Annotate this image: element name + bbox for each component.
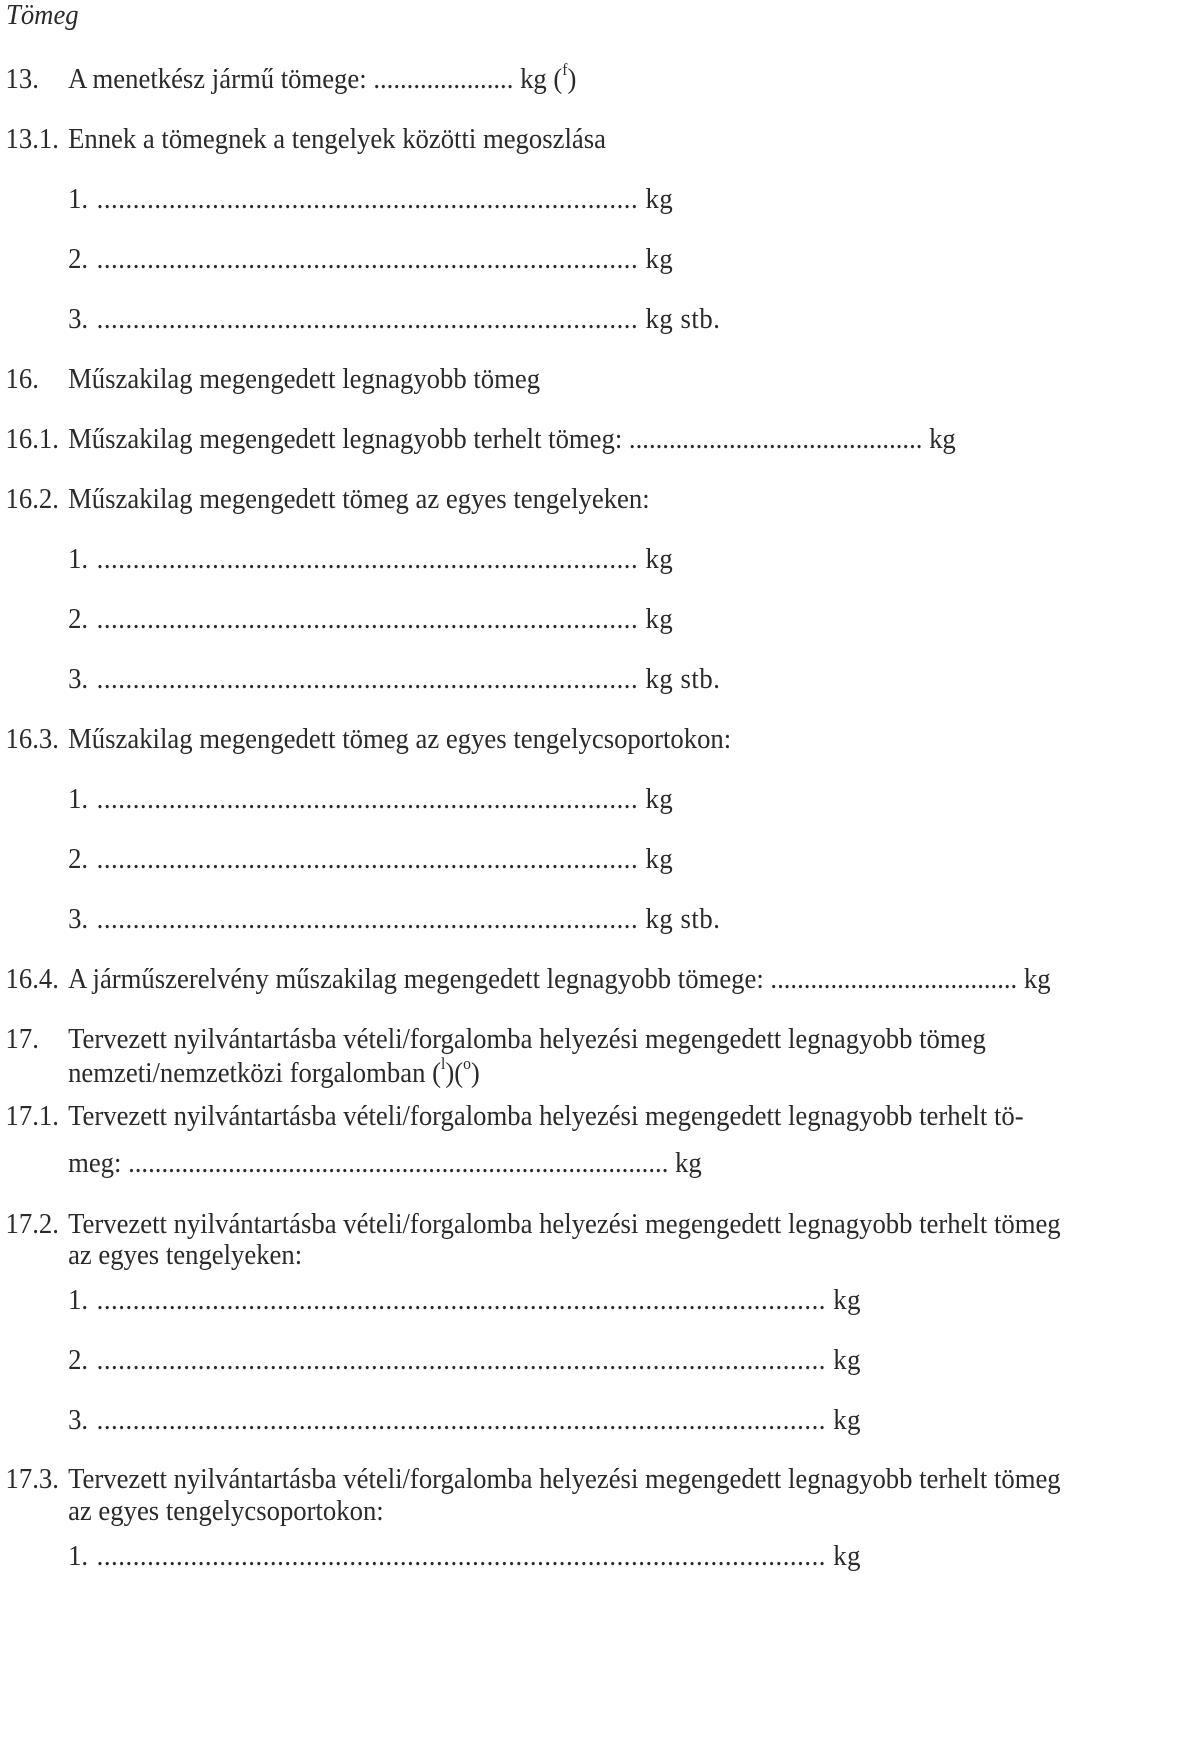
dots: ........................................................................... [96,303,639,335]
item-number: 17.2. [5,1208,59,1240]
list-item-number: 1. [68,1284,89,1316]
list-item-number: 3. [68,903,89,935]
fill-in-field [97,182,674,216]
fill-in-field [97,662,721,696]
item-text: Műszakilag megengedett tömeg az egyes tengelycsoportokon: [68,723,732,755]
list-item-number: 2. [68,1344,89,1376]
unit: kg stb. [645,303,721,335]
dots: ..................................................................................................... [96,1404,827,1436]
unit: kg stb. [645,663,721,695]
dots: ........................................................................... [96,603,639,635]
dots: ........................................................................... [96,243,639,275]
item-text-line2 [68,1056,480,1090]
item-number: 13.1. [5,123,59,155]
item-number: 16.3. [5,723,59,755]
item-number: 13. [5,63,39,95]
dots: ........................................................................... [96,663,639,695]
item-text [68,62,576,96]
item-text-pre: A menetkész jármű tömege: ..................... kg ( [68,63,563,95]
list-item-number: 2. [68,843,89,875]
footnote-ref: o [463,1054,471,1073]
list-item-number: 3. [68,303,89,335]
fill-in-field [97,602,674,636]
unit: kg [645,603,674,635]
item-text-line1: Tervezett nyilvántartásba vételi/forgalomba helyezési megengedett legnagyobb terhelt tö- [68,1100,1024,1132]
unit: kg [645,183,674,215]
fill-in-field [97,1403,861,1437]
item-number: 16.2. [5,483,59,515]
fill-in-field [97,542,674,576]
list-item-number: 1. [68,183,89,215]
item-number: 16.1. [5,423,59,455]
list-item-number: 3. [68,1404,89,1436]
fill-in-field [97,1283,861,1317]
item-text-line1: Tervezett nyilvántartásba vételi/forgalomba helyezési megengedett legnagyobb terhelt tömeg [68,1463,1061,1495]
dots: ..................................................................................................... [96,1540,827,1572]
item-text: Ennek a tömegnek a tengelyek közötti megoszlása [68,123,606,155]
item-number: 16.4. [5,963,59,995]
fill-in-field [97,782,674,816]
fill-in-field [97,242,674,276]
list-item-number: 2. [68,603,89,635]
item-text-line2: az egyes tengelyeken: [68,1239,303,1271]
list-item-number: 1. [68,1540,89,1572]
unit: kg stb. [645,903,721,935]
text-mid: )( [445,1057,464,1089]
dots: ..................................................................................................... [96,1284,827,1316]
fill-in-field [97,1539,861,1573]
footnote-ref: l [440,1054,446,1073]
item-text-line1: Tervezett nyilvántartásba vételi/forgalomba helyezési megengedett legnagyobb tömeg [68,1023,986,1055]
dots: ........................................................................... [96,783,639,815]
dots: ........................................................................... [96,183,639,215]
unit: kg [833,1540,862,1572]
unit: kg [833,1404,862,1436]
text-post: ) [470,1057,480,1089]
fill-in-field [97,1343,861,1377]
unit: kg [645,783,674,815]
unit: kg [645,843,674,875]
list-item-number: 1. [68,543,89,575]
item-text-post: ) [567,63,577,95]
dots: ........................................................................... [96,543,639,575]
text-pre: nemzeti/nemzetközi forgalomban ( [68,1057,441,1089]
dots: ........................................................................... [96,903,639,935]
item-text: A járműszerelvény műszakilag megengedett legnagyobb tömege: ..................................... kg [68,963,1051,995]
dots: ..................................................................................................... [96,1344,827,1376]
list-item-number: 2. [68,243,89,275]
dots: ........................................................................... [96,843,639,875]
item-number: 17.1. [5,1100,59,1132]
list-item-number: 3. [68,663,89,695]
unit: kg [833,1344,862,1376]
unit: kg [833,1284,862,1316]
item-text: Műszakilag megengedett tömeg az egyes tengelyeken: [68,483,650,515]
unit: kg [645,543,674,575]
item-text-line1: Tervezett nyilvántartásba vételi/forgalomba helyezési megengedett legnagyobb terhelt tömeg [68,1208,1061,1240]
item-text-line2: meg: ................................................................................. kg [68,1147,702,1179]
footnote-ref: f [562,60,568,79]
fill-in-field [97,842,674,876]
unit: kg [645,243,674,275]
item-text-line2: az egyes tengelycsoportokon: [68,1495,384,1527]
item-number: 17. [5,1023,39,1055]
fill-in-field [97,902,721,936]
list-item-number: 1. [68,783,89,815]
item-number: 17.3. [5,1463,59,1495]
section-title: Tömeg [6,0,79,31]
item-text: Műszakilag megengedett legnagyobb terhelt tömeg: ............................................ kg [68,423,956,455]
item-number: 16. [5,363,39,395]
fill-in-field [97,302,721,336]
item-text: Műszakilag megengedett legnagyobb tömeg [68,363,541,395]
